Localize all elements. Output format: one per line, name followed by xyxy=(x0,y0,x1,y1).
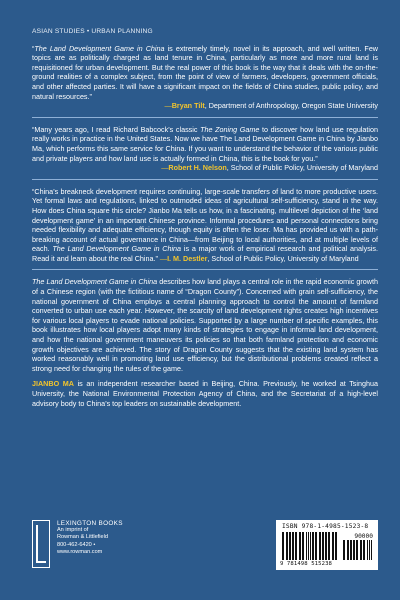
barcode-stripe xyxy=(296,532,297,560)
barcode-stripe xyxy=(286,532,288,560)
price-code: 90000 xyxy=(354,533,373,540)
barcode-stripe xyxy=(367,540,369,560)
barcode-stripe xyxy=(303,532,304,560)
back-cover-content xyxy=(32,27,378,408)
barcode-stripe xyxy=(364,540,365,560)
barcode-stripe xyxy=(316,532,317,560)
publisher-block xyxy=(32,520,142,574)
barcode-digits: 9 781498 515238 xyxy=(280,561,333,567)
barcode-stripe xyxy=(292,532,294,560)
description-text: describes how land plays a central role in the rapid economic growth of a Chinese region (with the fictitious name of “Dragon County”). Concerned with grain self-sufficiency, the national government of China employs a central planning approach to control the amount of farmland converted to urban use each year. However, the scarcity of land development rights creates high incentives for various local players to evade national policies. Supported by a large number of specific examples, this book illustrates how local players adopt many kinds of strategies to engage in informal land development, and how the national government maneuvers its policies so that both farmland protection and economic growth objectives are achieved. The story of Dragon County suggests that the existing land system has worked reasonably well in promoting land use efficiency, but the distributional problems created reflect a strong need for changing the rules of the game. xyxy=(32,277,378,373)
barcode-stripe xyxy=(323,532,324,560)
barcode-stripe xyxy=(347,540,349,560)
barcode-stripe xyxy=(360,540,362,560)
publisher-info xyxy=(57,520,142,574)
barcode-stripe xyxy=(310,532,311,560)
review-2 xyxy=(32,125,378,163)
review-1-attribution xyxy=(32,101,378,111)
review-3-text: is a major work of empirical research and political analysis. Read it and learn about the real China.” xyxy=(32,244,378,263)
category-label: ASIAN STUDIES • URBAN PLANNING xyxy=(32,28,153,35)
review-1 xyxy=(32,44,378,102)
description-book-title: The Land Development Game in China xyxy=(32,277,158,287)
review-3-affiliation: , School of Public Policy, University of Maryland xyxy=(207,253,359,263)
review-3-dash: — xyxy=(159,253,168,263)
author-bio xyxy=(32,379,378,408)
barcode-stripe xyxy=(325,532,327,560)
review-1-prefix: “ xyxy=(32,43,35,53)
barcode-stripe xyxy=(306,532,308,560)
barcode-stripe xyxy=(329,532,330,560)
review-2-text: to discover how land use regulation really works in practice in the United States. Now we have The Land Development Game in China by Jianbo Ma, which performs this same service for China. If you want to understand the behavior of the various public and private players and how land use is actually formed in China, this is the book for you.” xyxy=(32,124,378,163)
price-barcode-icon xyxy=(343,540,373,560)
barcode-stripe xyxy=(336,532,337,560)
barcode-box xyxy=(276,520,378,570)
back-cover-footer xyxy=(32,520,378,580)
review-2-dash: — xyxy=(161,163,169,173)
review-2-book-title: The Zoning Game xyxy=(200,124,260,134)
author-bio-text: is an independent researcher based in Beijing, China. Previously, he worked at Tsinghua University, the National Environmental Protection Agency of China, and the Secretariat of a high-level advisory body to China’s top leaders on sustainable development. xyxy=(32,379,378,408)
barcode-stripe xyxy=(312,532,314,560)
isbn-label: ISBN 978-1-4985-1523-8 xyxy=(282,523,369,530)
barcode-stripe xyxy=(290,532,291,560)
barcode-stripe xyxy=(299,532,301,560)
review-3-reviewer: I. M. Destler xyxy=(167,253,208,263)
review-2-reviewer: Robert H. Nelson xyxy=(168,163,227,173)
isbn-barcode-icon xyxy=(282,532,340,560)
review-1-affiliation: , Department of Anthropology, Oregon State University xyxy=(204,101,378,111)
divider-3 xyxy=(32,269,378,270)
publisher-parent: Rowman & Littlefield xyxy=(56,534,108,541)
review-1-text: is extremely timely, novel in its approach, and well written. Few topics are as politically charged as land tenure in China, particularly as more and more rural land is requisitioned for urban development. But the real power of this book is the way that it deals with the on-the-ground realities of a complex subject, from the point of view of farmers, developers, government officials, and other affected parties. It will have a significant impact on the fields of China studies, public policy, and natural resources.” xyxy=(32,43,379,101)
barcode-stripe xyxy=(319,532,321,560)
review-1-book-title: The Land Development Game in China xyxy=(34,43,165,53)
author-name: JIANBO MA xyxy=(32,379,74,389)
publisher-imprint-line: An imprint of xyxy=(56,527,89,534)
lexington-logo-icon xyxy=(32,520,50,568)
barcode-stripe xyxy=(332,532,334,560)
barcode-stripe xyxy=(344,540,345,560)
review-3-book-title: The Land Development Game in China xyxy=(52,244,182,254)
review-1-reviewer: Bryan Tilt xyxy=(171,101,205,111)
barcode-stripe xyxy=(283,532,284,560)
review-3-prefix: “China’s breakneck development requires continuing, large-scale transfers of land to more productive users. Yet formal laws and regulations, linked to outmoded ideas of agricultural self-sufficiency, stand in the way. How does China square this circle? Jianbo Ma tells us how, in a fascinating, multilevel depiction of the ‘land development game’ in an important Chinese province. Informal procedures and personal connections bring needed flexibility and adequate efficiency, though equity is often the loser. Ma has provided us with a path-breaking account of actual governance in China—from Beijing to local authorities, and at multiple levels of each. xyxy=(32,186,378,254)
review-1-dash: — xyxy=(164,101,172,111)
barcode-stripe xyxy=(353,540,355,560)
review-2-attribution xyxy=(32,163,378,173)
review-2-prefix: “Many years ago, I read Richard Babcock’s classic xyxy=(32,124,201,134)
divider-2 xyxy=(32,179,378,180)
publisher-name: LEXINGTON BOOKS xyxy=(56,520,123,527)
barcode-stripe xyxy=(371,540,372,560)
book-description xyxy=(32,277,378,373)
review-3 xyxy=(32,187,378,264)
publisher-contact: 800-462-6420 • www.rowman.com xyxy=(56,541,103,555)
review-2-affiliation: , School of Public Policy, University of Maryland xyxy=(226,163,378,173)
barcode-stripe xyxy=(351,540,352,560)
barcode-stripe xyxy=(357,540,358,560)
divider-1 xyxy=(32,117,378,118)
